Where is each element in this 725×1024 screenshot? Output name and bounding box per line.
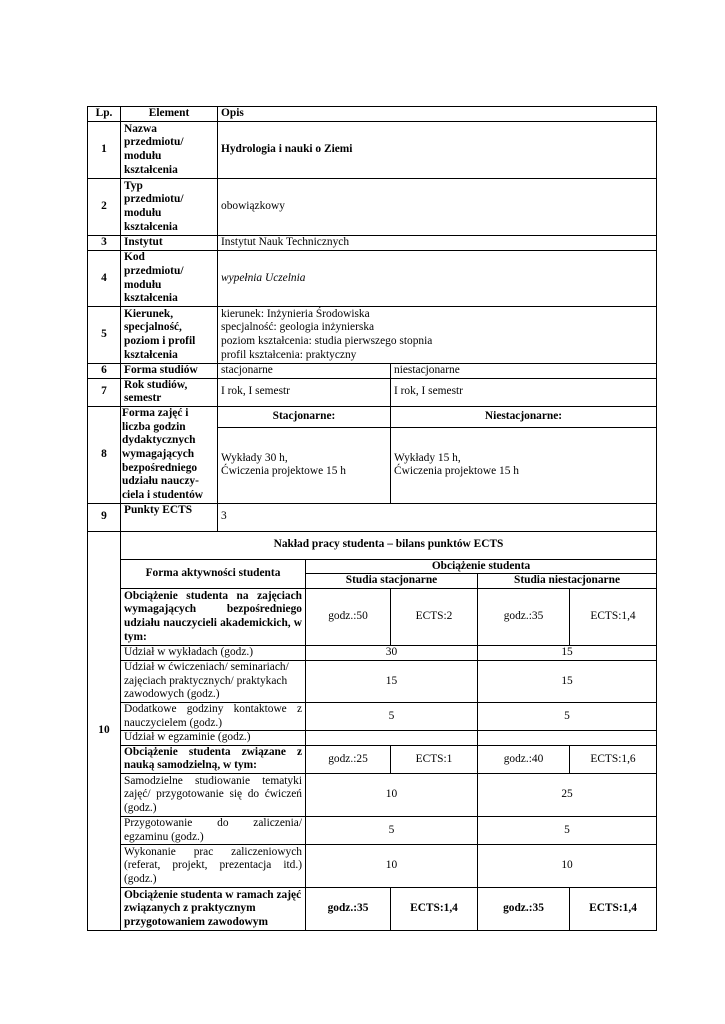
row-number: 8 [88, 406, 121, 503]
table-row [88, 531, 657, 559]
row-number: 10 [88, 531, 121, 930]
table-row [88, 179, 657, 236]
workload-title: Nakład pracy studenta – bilans punktów ECTS [121, 531, 657, 559]
workload-label: Udział w wykładach (godz.) [121, 645, 306, 660]
workload-row [88, 645, 657, 660]
header-opis: Opis [218, 107, 657, 122]
workload-stationary-hours: godz.:25 [306, 745, 391, 773]
workload-part-time-value: 15 [478, 660, 657, 702]
workload-stationary-value: 15 [306, 660, 478, 702]
field-of-study: kierunek: Inżynieria Środowiska specjalność: geologia inżynierska poziom kształcenia: studia pierwszego stopnia profil kształcenia: praktyczny [218, 307, 657, 364]
workload-part-time-value: 15 [478, 645, 657, 660]
workload-label: Wykonanie prac zaliczeniowych (referat, projekt, prezentacja itd.) (godz.) [121, 845, 306, 888]
row-element: Nazwa przedmiotu/ modułu kształcenia [121, 122, 218, 179]
workload-label: Dodatkowe godziny kontaktowe z nauczycielem (godz.) [121, 702, 306, 730]
row-element: Forma zajęć i liczba godzin dydaktycznych wymagających bezpośredniego udziału nauczy- ciela i studentów [121, 406, 218, 503]
workload-stationary-ects: ECTS:1,4 [391, 888, 478, 931]
workload-part-time-value: 25 [478, 773, 657, 816]
workload-label: Udział w egzaminie (godz.) [121, 731, 306, 746]
row-element: Kod przedmiotu/ modułu kształcenia [121, 251, 218, 307]
workload-label: Przygotowanie do zaliczenia/ egzaminu (godz.) [121, 816, 306, 844]
workload-row [88, 660, 657, 702]
course-type: obowiązkowy [218, 179, 657, 236]
table-row [88, 364, 657, 379]
workload-part-time-ects: ECTS:1,4 [570, 888, 657, 931]
table-row [88, 251, 657, 307]
row-element: Kierunek, specjalność, poziom i profil kształcenia [121, 307, 218, 364]
row-number: 2 [88, 179, 121, 236]
classes-part-time: Wykłady 15 h, Ćwiczenia projektowe 15 h [391, 427, 657, 503]
row-element: Punkty ECTS [121, 503, 218, 531]
workload-stationary-value: 5 [306, 816, 478, 844]
header-lp: Lp. [88, 107, 121, 122]
row-element: Forma studiów [121, 364, 218, 379]
workload-stationary-hours: godz.:50 [306, 588, 391, 645]
classes-stationary: Wykłady 30 h, Ćwiczenia projektowe 15 h [218, 427, 391, 503]
row-number: 4 [88, 251, 121, 307]
table-row [88, 406, 657, 427]
workload-row [88, 588, 657, 645]
table-row [88, 122, 657, 179]
workload-label: Obciążenie studenta związane z nauką samodzielną, w tym: [121, 745, 306, 773]
workload-row [88, 702, 657, 730]
ects-points: 3 [218, 503, 657, 531]
workload-stationary-value: 30 [306, 645, 478, 660]
workload-load-header: Obciążenie studenta [306, 559, 657, 574]
workload-label: Obciążenie studenta na zajęciach wymagających bezpośredniego udziału nauczycieli akademickich, w tym: [121, 588, 306, 645]
workload-part-time-ects: ECTS:1,4 [570, 588, 657, 645]
workload-part-time-ects: ECTS:1,6 [570, 745, 657, 773]
row-number: 1 [88, 122, 121, 179]
course-code: wypełnia Uczelnia [218, 251, 657, 307]
workload-part-time-header: Studia niestacjonarne [478, 574, 657, 589]
classes-header-part-time: Niestacjonarne: [391, 406, 657, 427]
workload-stationary-ects: ECTS:1 [391, 745, 478, 773]
workload-part-time-hours: godz.:35 [478, 588, 570, 645]
workload-part-time-value: 5 [478, 816, 657, 844]
workload-row [88, 731, 657, 746]
workload-part-time-value: 10 [478, 845, 657, 888]
row-element: Typ przedmiotu/ modułu kształcenia [121, 179, 218, 236]
workload-label: Samodzielne studiowanie tematyki zajęć/ przygotowanie się do ćwiczeń (godz.) [121, 773, 306, 816]
row-number: 7 [88, 378, 121, 406]
row-number: 3 [88, 236, 121, 251]
table-row [88, 503, 657, 531]
classes-header-stationary: Stacjonarne: [218, 406, 391, 427]
year-stationary: I rok, I semestr [218, 378, 391, 406]
workload-stationary-ects: ECTS:2 [391, 588, 478, 645]
workload-activity-header: Forma aktywności studenta [121, 559, 306, 588]
workload-stationary-value [306, 731, 478, 746]
workload-label: Udział w ćwiczeniach/ seminariach/ zajęciach praktycznych/ praktykach zawodowych (godz.) [121, 660, 306, 702]
header-element: Element [121, 107, 218, 122]
workload-row [88, 745, 657, 773]
workload-part-time-value [478, 731, 657, 746]
workload-row [88, 888, 657, 931]
workload-stationary-value: 10 [306, 773, 478, 816]
table-row [88, 236, 657, 251]
row-element: Rok studiów, semestr [121, 378, 218, 406]
workload-header-row [88, 559, 657, 574]
workload-row [88, 773, 657, 816]
workload-part-time-hours: godz.:40 [478, 745, 570, 773]
study-form-part-time: niestacjonarne [391, 364, 657, 379]
table-row [88, 378, 657, 406]
workload-stationary-value: 5 [306, 702, 478, 730]
workload-stationary-header: Studia stacjonarne [306, 574, 478, 589]
workload-label: Obciążenie studenta w ramach zajęć związanych z praktycznym przygotowaniem zawodowym [121, 888, 306, 931]
course-name: Hydrologia i nauki o Ziemi [218, 122, 657, 179]
study-form-stationary: stacjonarne [218, 364, 391, 379]
workload-stationary-value: 10 [306, 845, 478, 888]
workload-part-time-value: 5 [478, 702, 657, 730]
workload-stationary-hours: godz.:35 [306, 888, 391, 931]
row-number: 6 [88, 364, 121, 379]
table-header-row [88, 107, 657, 122]
row-number: 9 [88, 503, 121, 531]
workload-row [88, 816, 657, 844]
table-row [88, 307, 657, 364]
course-description-table [87, 106, 657, 931]
row-element: Instytut [121, 236, 218, 251]
row-number: 5 [88, 307, 121, 364]
workload-row [88, 845, 657, 888]
workload-part-time-hours: godz.:35 [478, 888, 570, 931]
institute: Instytut Nauk Technicznych [218, 236, 657, 251]
year-part-time: I rok, I semestr [391, 378, 657, 406]
